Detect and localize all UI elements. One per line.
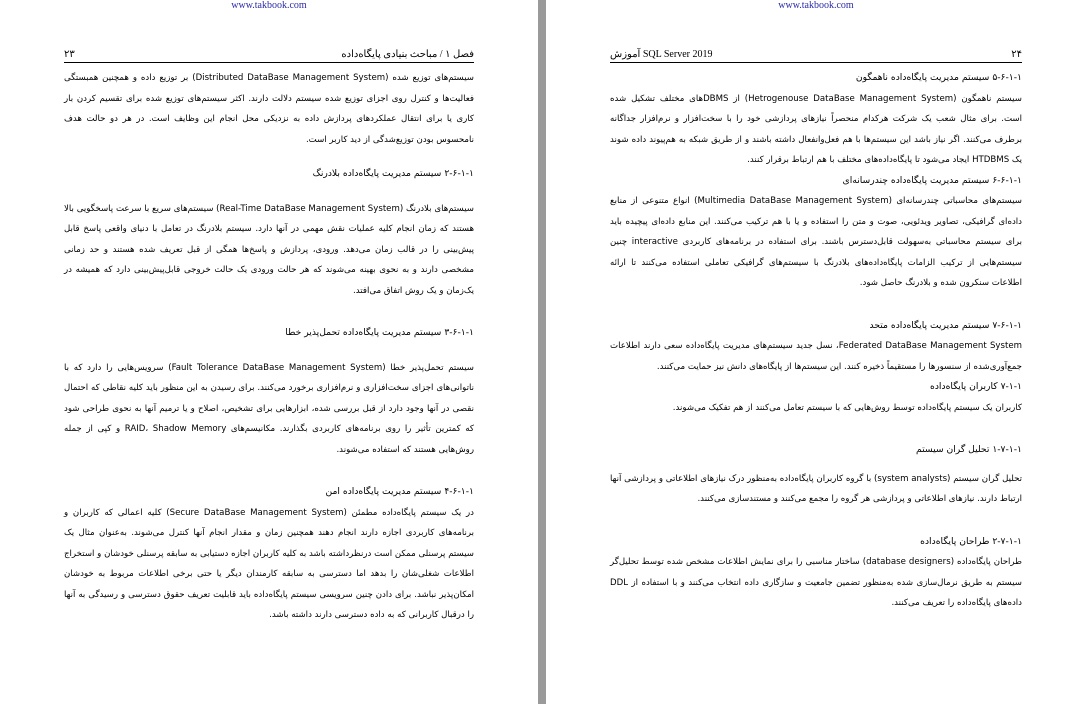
paragraph: در یک سیستم پایگاه‌داده مطمئن (Secure DataBase Management System) کلیه اعمالی که کاربران و برنامه‌های کاربردی اجازه دارند انجام دهند همچنین زمان و مقدار انجام آنها کنترل می‌شوند. به‌عنوان مثال یک سیستم پرسنلی ممکن است درنظرداشته باشد به کلیه کاربران اجازه دستیابی به سابقه پرسنلی خودشان و استخراج اطلاعات شغلی‌شان را بدهد اما دسترسی به سابقه کارمندان دیگر یا حتی برخی اطلاعات مربوط به خودشان امکان‌پذیر نباشد. برای دادن چنین سرویسی سیستم پایگاه‌داده باید قابلیت تعریف حقوق دسترسی و رسیدگی به آنها را درقبال کاربرانی که به داده دسترسی دارند داشته باشد. <box>64 507 475 620</box>
section-heading: ۷-۱-۱ کاربران پایگاه‌داده <box>930 381 1022 392</box>
paragraph: سیستم‌های محاسباتی چندرسانه‌ای (Multimedia DataBase Management System) انواع متنوعی از منابع داده‌ای گرافیکی، تصاویر ویدئویی، صوت و متن را استفاده و یا با هم ترکیب می‌کنند. این منابع داده‌ای پیچیده باید برای سیستم محاسباتی به‌سهولت قابل‌دسترس باشند. برای استفاده در برنامه‌های کاربردی interactive چنین سیستم‌هایی از ترکیب الزامات پایگاه‌داده‌های بلادرنگ با سیستم‌های گرافیکی تعاملی استفاده می‌کنند تا ارائه اطلاعات سنکرون شده و بلادرنگ حاصل شود. <box>610 196 1023 288</box>
section-heading: ۲-۶-۱-۱ سیستم مدیریت پایگاه‌داده بلادرنگ <box>312 168 474 179</box>
page-right <box>546 0 1086 704</box>
section-heading: ۱-۷-۱-۱ تحلیل گران سیستم <box>915 444 1022 455</box>
paragraph: تحلیل گران سیستم (system analysts) با گروه کاربران پایگاه‌داده به‌منظور درک نیازهای اطلاعاتی و پردازشی آنها ارتباط دارند. نیازهای اطلاعاتی و پردازشی هر گروه را مجمع می‌کنند و مستندسازی می‌کنند. <box>610 473 1023 504</box>
watermark[interactable]: www.takbook.com <box>778 0 854 11</box>
watermark[interactable]: www.takbook.com <box>231 0 307 11</box>
section-heading: ۷-۶-۱-۱ سیستم مدیریت پایگاه‌داده متحد <box>869 319 1022 331</box>
paragraph: سیستم تحمل‌پذیر خطا (Fault Tolerance DataBase Management System) سرویس‌هایی را دارد که با ناتوانی‌های اجزای سخت‌افزاری و نرم‌افزاری برخورد می‌کنند. برای رسیدن به این منظور باید کلیه نقاطی که احتمال نقصی در آنها وجود دارد از قبل بررسی شده، ابزارهایی برای تشخیص، اصلاح و یا ترمیم آنها به نحوی طراحی شود که کمترین تأثیر را روی برنامه‌های کاربردی بگذارند. مکانیسم‌های RAID، Shadow Memory و کپی از جمله روش‌هایی هستند که استفاده می‌شوند. <box>64 362 474 455</box>
section-heading: ۲-۷-۱-۱ طراحان پایگاه‌داده <box>920 535 1022 547</box>
page-header <box>610 48 1022 63</box>
section-heading: ۳-۶-۱-۱ سیستم مدیریت پایگاه‌داده تحمل‌پذیر خطا <box>285 327 474 338</box>
section-heading: ۵-۶-۱-۱ سیستم مدیریت پایگاه‌داده ناهمگون <box>855 72 1022 83</box>
section-heading: ۴-۶-۱-۱ سیستم مدیریت پایگاه‌داده امن <box>325 486 474 497</box>
page-content <box>64 68 474 626</box>
paragraph: سیستم‌های توزیع شده (Distributed DataBase Management System) بر توزیع داده و همچنین همبستگی فعالیت‌ها و کنترل روی اجزای توزیع شده سیستم دلالت دارند. اکثر سیستم‌های توزیع شده برای تقسیم کردن بار کاری یا برای انتقال عملکردهای پردازش داده به نزدیکی محل انجام این وظایف است. در هر دو حالت هدف نامحسوس بودن توزیع‌شدگی از دید کاربر است. <box>64 73 475 145</box>
page-number: ۲۳ <box>64 49 75 60</box>
paragraph: Federated DataBase Management System، نسل جدید سیستم‌های مدیریت پایگاه‌داده سعی دارند اطلاعات جمع‌آوری‌شده از سنسورها را مستقیماً ذخیره کنند. این سیستم‌ها از پایگاه‌های دانش نیز حمایت می‌کنند. <box>610 341 1022 372</box>
page-number: ۲۴ <box>1011 49 1022 60</box>
page-left <box>0 0 538 704</box>
chapter-title: فصل ۱ / مباحث بنیادی پایگاه‌داده <box>341 49 474 60</box>
page-header <box>64 48 474 63</box>
paragraph: کاربران یک سیستم پایگاه‌داده توسط روش‌هایی که با سیستم تعامل می‌کنند از هم تفکیک می‌شوند. <box>672 402 1022 413</box>
page-content <box>610 68 1022 614</box>
paragraph: سیستم ناهمگون (Hetrogenouse DataBase Management System) از DBMSهای مختلف تشکیل شده است. برای مثال شعب یک شرکت هرکدام منحصراً نیازهای پردازشی خود را با سخت‌افزار و نرم‌افزار جداگانه برطرف می‌کنند. اگر نیاز باشد این سیستم‌ها با هم فعل‌وانفعال داشته باشند و از طریق شبکه به هم‌پیوند داده شوند یک HTDBMS ایجاد می‌شود تا پایگاه‌داده‌های مختلف با هم ارتباط برقرار کنند. <box>610 93 1022 165</box>
section-heading: ۶-۶-۱-۱ سیستم مدیریت پایگاه‌داده چندرسانه‌ای <box>842 174 1022 186</box>
book-title: آموزش SQL Server 2019 <box>610 49 713 60</box>
paragraph: طراحان پایگاه‌داده (database designers) ساختار مناسبی را برای نمایش اطلاعات مشخص شده توسط تحلیل‌گر سیستم به طریق نرمال‌سازی شده به‌منظور تضمین جامعیت و سازگاری داده انتخاب می‌کنند و با استفاده از DDL داده‌های پایگاه‌داده را تعریف می‌کنند. <box>610 557 1022 608</box>
paragraph: سیستم‌های بلادرنگ (Real-Time DataBase Management System) سیستم‌های سریع با سرعت پاسخگویی بالا هستند که زمان انجام کلیه عملیات نقش مهمی در آنها دارد. سیستم بلادرنگ در تعامل با دنیای واقعی پاسخ قابل پیش‌بینی را در قالب زمان می‌دهد. ورودی، پردازش و پاسخ‌ها همگی از قبل تعریف شده هستند و حد زمانی مشخصی دارند و به نحوی بهینه می‌شوند که هر حالت ورودی یک حالت خروجی قابل‌پیش‌بینی دارد که همیشه در یک‌زمان و یک روش اتفاق می‌افتد. <box>64 203 475 296</box>
